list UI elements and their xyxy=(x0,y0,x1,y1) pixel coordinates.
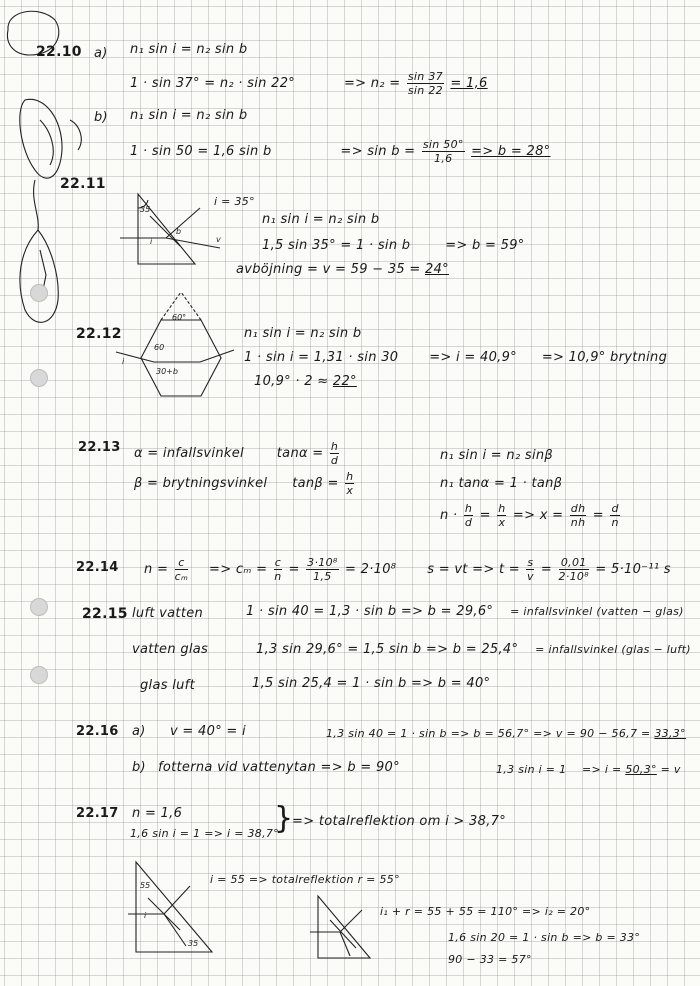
fraction-den: cₘ xyxy=(174,570,189,583)
equation-text: 1 · sin 50 = 1,6 sin b xyxy=(130,144,272,159)
fraction xyxy=(559,556,589,583)
equation-text: = xyxy=(479,508,491,523)
equation-line xyxy=(244,350,667,366)
angle-label: i xyxy=(144,911,147,920)
note: = infallsvinkel (glas − luft) xyxy=(535,643,691,656)
equation-line: i₁ + r = 55 + 55 = 110° => i₂ = 20° xyxy=(380,905,591,918)
equation-text: 1,5 sin 35° = 1 · sin b xyxy=(262,238,411,253)
equation-text: => i = xyxy=(582,763,622,776)
result: 22° xyxy=(332,374,357,389)
result: => b = 25,4° xyxy=(425,642,519,657)
problem-number: 22.17 xyxy=(76,806,119,821)
equation-text: tanα = xyxy=(276,446,324,461)
equation-line: n₁ sin i = n₂ sin b xyxy=(130,108,248,123)
equation-line xyxy=(252,676,490,692)
equation-line xyxy=(256,642,691,658)
equation-line: => totalreflektion om i > 38,7° xyxy=(292,814,506,829)
result: => i = 40,9° xyxy=(429,350,517,365)
equation-text: = v xyxy=(660,763,681,776)
fraction-num: h xyxy=(464,502,473,515)
result: => b = 59° xyxy=(445,238,525,253)
problem-number: 22.10 xyxy=(36,44,82,60)
equation-line xyxy=(130,70,488,97)
fraction-den: x xyxy=(346,484,354,497)
fraction-den: 2·10⁸ xyxy=(558,570,589,583)
angle-label: 30+b xyxy=(156,367,178,376)
fraction-den: 1,5 xyxy=(313,570,332,583)
result: = 1,6 xyxy=(450,76,488,91)
fraction-den: v xyxy=(527,570,534,583)
fraction xyxy=(422,138,465,165)
fraction-den: n xyxy=(611,516,619,529)
result: => 10,9° brytning xyxy=(541,350,668,365)
equation-text: 10,9° · 2 ≈ xyxy=(254,374,329,389)
equation-text: => sin b = xyxy=(340,144,416,159)
prism-figure-right xyxy=(310,892,390,962)
fraction xyxy=(526,556,534,583)
angle-label: 55 xyxy=(140,881,151,890)
equation-text: => n₂ = xyxy=(343,76,401,91)
fraction-num: c xyxy=(175,556,189,570)
equation-text: => x = xyxy=(512,508,564,523)
equation-line: n₁ sin i = n₂ sinβ xyxy=(440,448,554,463)
equation-line xyxy=(134,470,356,497)
fraction xyxy=(345,470,354,497)
brace: } xyxy=(274,801,294,836)
fraction-num: dh xyxy=(570,502,586,515)
fraction-num: h xyxy=(498,502,506,515)
problem-number: 22.12 xyxy=(76,326,122,342)
fraction-den: sin 22 xyxy=(407,84,443,97)
fraction xyxy=(306,556,338,583)
problem-number: 22.13 xyxy=(78,440,121,455)
equation-text: 1,3 sin 29,6° = 1,5 sin b xyxy=(256,642,422,657)
equation-line xyxy=(144,556,671,583)
equation-line xyxy=(440,502,622,529)
equation-line xyxy=(236,262,449,278)
hexagon-figure xyxy=(116,290,246,410)
punch-hole xyxy=(30,369,48,387)
equation-line xyxy=(262,238,525,254)
problem-number: 22.15 xyxy=(82,606,128,622)
result: = 2·10⁸ xyxy=(345,562,397,577)
fraction-num: sin 37 xyxy=(407,70,443,83)
fraction xyxy=(407,70,444,97)
fraction xyxy=(274,556,282,583)
angle-label: v xyxy=(216,235,221,244)
part-label: a) xyxy=(94,46,108,61)
punch-hole xyxy=(30,284,48,302)
equation-text: tanβ = xyxy=(292,476,339,491)
part-label: b) xyxy=(94,110,108,125)
angle-label: 35 xyxy=(188,939,199,948)
fraction xyxy=(330,440,339,467)
equation-text: 1,5 sin 25,4 = 1 · sin b xyxy=(252,676,407,691)
equation-text: => v = 90 − 56,7 = xyxy=(533,727,651,740)
fraction-den: nh xyxy=(570,516,586,529)
fraction-num: 0,01 xyxy=(559,556,589,570)
equation-text: n = xyxy=(144,562,169,577)
equation-line: 1,6 sin 20 = 1 · sin b => b = 33° xyxy=(448,931,641,944)
fraction-num: c xyxy=(274,556,282,569)
equation-text: 1 · sin i = 1,31 · sin 30 xyxy=(244,350,399,365)
angle-label: 60° xyxy=(172,313,187,322)
result: => b = 40° xyxy=(410,676,491,691)
equation-line: i = 55 => totalreflektion r = 55° xyxy=(210,873,400,886)
equation-line xyxy=(134,440,341,467)
equation-line: i = 35° xyxy=(214,195,255,208)
equation-line: v = 40° = i xyxy=(170,724,246,739)
problem-number: 22.11 xyxy=(60,176,106,192)
equation-line: n₁ tanα = 1 · tanβ xyxy=(440,476,563,491)
equation-line: n₁ sin i = n₂ sin b xyxy=(130,42,248,57)
part-label: b) xyxy=(132,760,146,775)
equation-label: luft vatten xyxy=(132,606,204,621)
equation-text: α = infallsvinkel xyxy=(134,446,244,461)
equation-line: 1,6 sin i = 1 => i = 38,7° xyxy=(130,827,279,840)
fraction xyxy=(175,556,189,583)
problem-number: 22.16 xyxy=(76,724,119,739)
fraction xyxy=(497,502,506,529)
equation-label: glas luft xyxy=(140,678,195,693)
problem-number: 22.14 xyxy=(76,560,119,575)
fraction xyxy=(464,502,473,529)
equation-line xyxy=(254,374,357,390)
equation-line: 90 − 33 = 57° xyxy=(448,953,532,966)
equation-line: fotterna vid vattenytan => b = 90° xyxy=(158,760,400,775)
fraction-den: d xyxy=(330,454,339,467)
angle-label: 60 xyxy=(154,343,165,352)
fraction-num: 3·10⁸ xyxy=(307,556,338,569)
angle-label: i xyxy=(122,357,125,366)
equation-text: 1,3 sin i = 1 xyxy=(496,763,567,776)
fraction-num: h xyxy=(346,470,354,483)
equation-text: = xyxy=(288,562,300,577)
fraction-num: sin 50° xyxy=(422,138,464,151)
punch-hole xyxy=(30,598,48,616)
equation-label: vatten glas xyxy=(132,642,209,657)
fraction xyxy=(610,502,619,529)
note: = infallsvinkel (vatten − glas) xyxy=(510,605,684,618)
part-label: a) xyxy=(132,724,146,739)
equation-line xyxy=(496,762,681,778)
equation-line xyxy=(130,138,550,165)
fraction-den: d xyxy=(464,516,473,529)
result: => b = 28° xyxy=(471,144,551,159)
equation-text: β = brytningsvinkel xyxy=(134,476,268,491)
result: = 5·10⁻¹¹ s xyxy=(595,562,671,577)
fraction xyxy=(570,502,587,529)
equation-text: 1 · sin 37° = n₂ · sin 22° xyxy=(130,76,296,91)
fraction-num: h xyxy=(330,440,339,453)
fraction-den: 1,6 xyxy=(434,152,453,165)
equation-line xyxy=(326,726,686,742)
result: 24° xyxy=(425,262,449,277)
equation-text: 1 · sin 40 = 1,3 · sin b xyxy=(246,604,397,619)
angle-label: i xyxy=(150,237,153,246)
equation-text: = xyxy=(592,508,604,523)
equation-text: avböjning = v = 59 − 35 = xyxy=(236,262,421,277)
punch-hole xyxy=(30,666,48,684)
equation-text: s = vt => t = xyxy=(427,562,520,577)
equation-line xyxy=(246,604,684,620)
fraction-num: d xyxy=(611,502,619,515)
fraction-den: n xyxy=(274,570,282,583)
result: 33,3° xyxy=(654,727,686,740)
equation-text: 1,3 sin 40 = 1 · sin b => b = 56,7° xyxy=(326,727,530,740)
equation-line: n₁ sin i = n₂ sin b xyxy=(244,326,362,341)
fraction-num: s xyxy=(527,556,534,569)
equation-line: n₁ sin i = n₂ sin b xyxy=(262,212,380,227)
result: => b = 29,6° xyxy=(400,604,494,619)
angle-label: 35 xyxy=(140,205,151,214)
angle-label: b xyxy=(176,227,182,236)
equation-text: = xyxy=(540,562,553,577)
fraction-den: x xyxy=(498,516,506,529)
result: 50,3° xyxy=(625,763,657,776)
equation-line: n = 1,6 xyxy=(132,806,183,821)
equation-text: => cₘ = xyxy=(209,562,268,577)
equation-text: n · xyxy=(440,508,458,523)
